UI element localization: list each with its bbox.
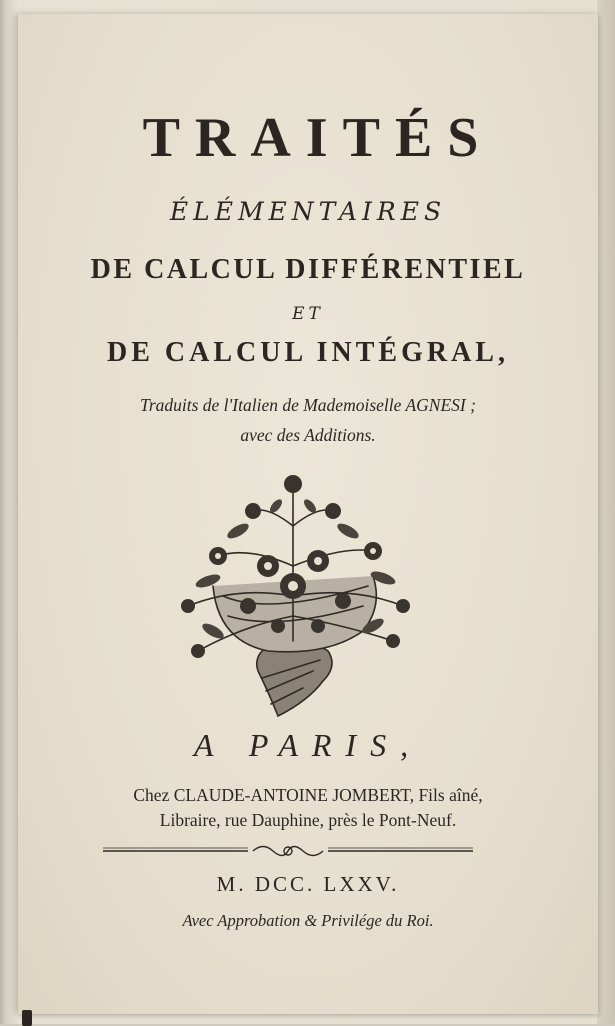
ornamental-rule — [98, 840, 478, 862]
publisher-line-1: Chez CLAUDE-ANTOINE JOMBERT, Fils aîné, — [133, 785, 483, 805]
translation-note-line-1: Traduits de l'Italien de Mademoiselle AGNESI ; — [140, 395, 476, 415]
publication-year: M. DCC. LXXV. — [216, 872, 400, 896]
subtitle-conjunction: ET — [292, 304, 324, 324]
subtitle-calcul-differentiel: DE CALCUL DIFFÉRENTIEL — [90, 254, 526, 285]
imprint-city: A PARIS, — [193, 727, 423, 763]
subtitle-elementaires: ÉLÉMENTAIRES — [169, 197, 447, 226]
publisher-line-2: Libraire, rue Dauphine, près le Pont-Neuf. — [159, 810, 457, 830]
subtitle-calcul-integral: DE CALCUL INTÉGRAL, — [107, 337, 509, 368]
floral-cornucopia-icon — [158, 466, 428, 721]
title-page — [18, 14, 598, 1014]
royal-privilege: Avec Approbation & Privilége du Roi. — [182, 911, 434, 930]
book-title: TRAITÉS — [142, 107, 494, 169]
translation-note-line-2: avec des Additions. — [240, 425, 376, 445]
